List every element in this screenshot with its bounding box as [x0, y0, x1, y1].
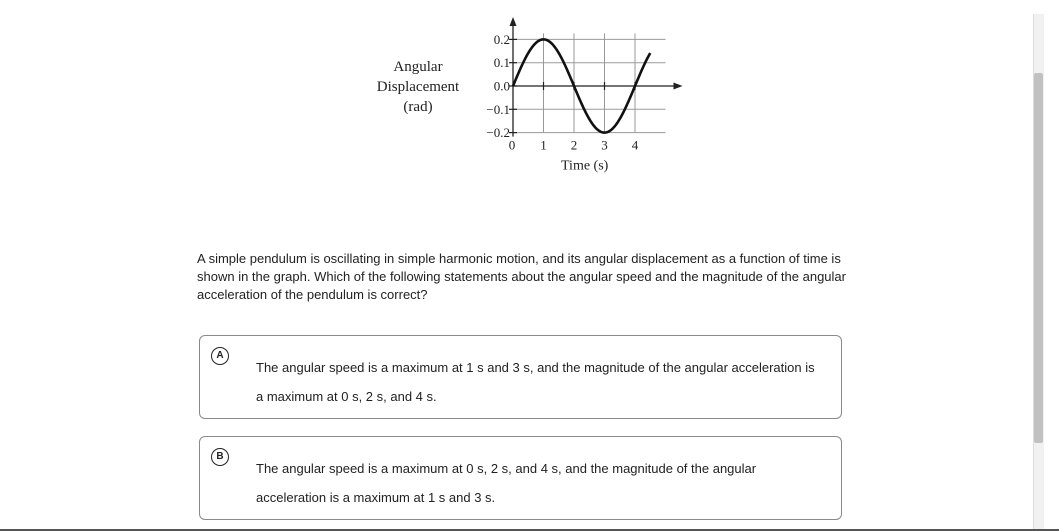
question-text: A simple pendulum is oscillating in simple harmonic motion, and its angular displacement as a function of time is shown in the graph. Which of the following statements about the angular speed and the magnitude of the angular acceleration of the pendulum is correct? — [197, 251, 846, 302]
option-letter-b: B — [211, 448, 229, 466]
x-tick-label: 2 — [570, 137, 578, 153]
x-tick-label: 4 — [631, 137, 639, 153]
y-axis-label-line: Angular — [393, 59, 443, 75]
y-tick-label: 0.1 — [493, 55, 510, 71]
y-tick-label: 0.0 — [493, 78, 510, 94]
y-axis-label-line: (rad) — [403, 99, 433, 115]
y-tick-label: −0.1 — [486, 101, 510, 117]
option-text-b: The angular speed is a maximum at 0 s, 2 s, and 4 s, and the magnitude of the angular acceleration is a maximum at 1 s and 3 s. — [256, 461, 757, 505]
answer-option-b[interactable] — [199, 436, 842, 520]
x-tick-label: 1 — [540, 137, 547, 153]
x-axis-label: Time (s) — [561, 158, 609, 174]
scrollbar-thumb[interactable] — [1034, 73, 1043, 443]
x-tick-label: 0 — [508, 137, 516, 153]
y-axis-label-line: Displacement — [376, 79, 460, 95]
x-tick-label: 3 — [601, 137, 608, 153]
displacement-time-graph — [360, 12, 690, 182]
ticks — [486, 32, 638, 153]
axes — [510, 17, 683, 137]
y-axis-arrow — [510, 17, 517, 26]
y-axis-label — [377, 59, 460, 115]
option-text-a: The angular speed is a maximum at 1 s and 3 s, and the magnitude of the angular acceleration is a maximum at 0 s, 2 s, and 4 s. — [256, 360, 815, 404]
y-tick-label: −0.2 — [486, 125, 510, 141]
x-axis-arrow — [674, 83, 683, 90]
option-letter-a: A — [211, 347, 229, 365]
y-tick-label: 0.2 — [493, 31, 510, 47]
answer-option-a[interactable] — [199, 335, 842, 419]
